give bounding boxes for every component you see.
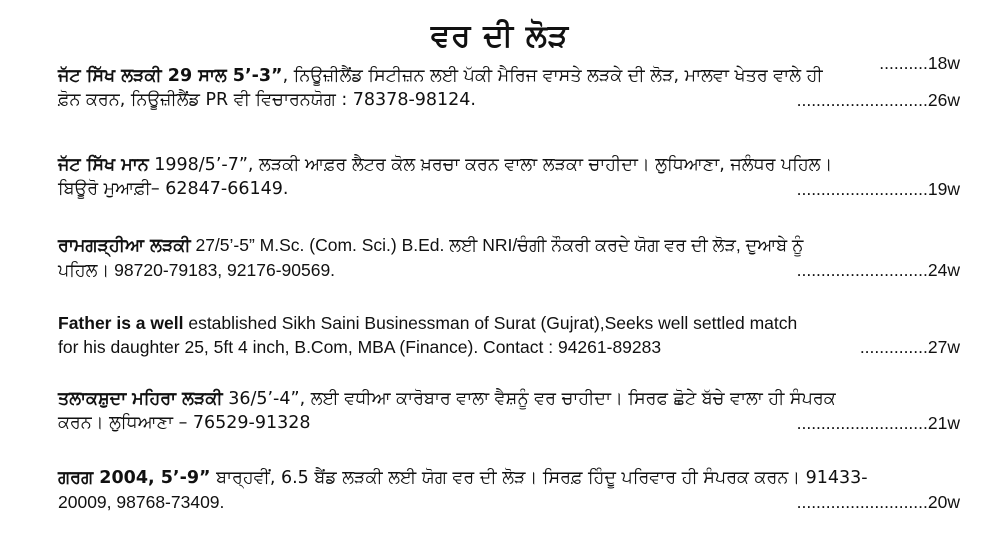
ad-code: ..............27w xyxy=(859,337,960,357)
ad-lead: ਜੱਟ ਸਿੱਖ ਲੜਕੀ 29 ਸਾਲ 5’-3” xyxy=(58,66,283,86)
ad-text: ਬਾਰ੍ਹਵੀਂ, 6.5 ਬੈਂਡ ਲੜਕੀ ਲਈ ਯੋਗ ਵਰ ਦੀ ਲੋੜ। ਸਿਰਫ਼ ਹਿੰਦੂ ਪਰਿਵਾਰ ਹੀ ਸੰਪਰਕ ਕਰਨ। 91433- xyxy=(210,468,868,488)
ad-line-2 xyxy=(58,88,960,112)
ad-line-1 xyxy=(58,466,960,490)
ad-code: ...........................19w xyxy=(796,179,960,199)
ad-line-2 xyxy=(58,411,960,435)
ad-lead: ਜੱਟ ਸਿੱਖ ਮਾਨ xyxy=(58,155,149,175)
ad-line-1 xyxy=(58,387,960,411)
ad-line-1 xyxy=(58,311,960,335)
page-title: ਵਰ ਦੀ ਲੋੜ xyxy=(430,18,570,54)
ad-line-1 xyxy=(58,53,960,88)
ad-text: 36/5’-4”, ਲਈ ਵਧੀਆ ਕਾਰੋਬਾਰ ਵਾਲਾ ਵੈਸ਼ਨੂੰ ਵਰ ਚਾਹੀਦਾ। ਸਿਰਫ ਛੋਟੇ ਬੱਚੇ ਵਾਲਾ ਹੀ ਸੰਪਰਕ xyxy=(222,389,836,409)
ad-code: ...........................20w xyxy=(796,492,960,512)
ad-text: ਪਹਿਲ। 98720-79183, 92176-90569. xyxy=(58,260,336,280)
ad-text: ਕਰਨ। ਲੁਧਿਆਣਾ – 76529-91328 xyxy=(58,413,311,433)
ad-line-1 xyxy=(58,233,960,258)
ad-code: ...........................24w xyxy=(796,260,960,280)
ad-text: established Sikh Saini Businessman of Surat (Gujrat),Seeks well settled match xyxy=(183,313,798,333)
ad-text: ਬਿਊਰੋ ਮੁਆਫ਼ੀ– 62847-66149. xyxy=(58,179,289,199)
classified-ad xyxy=(58,53,960,112)
classified-ad xyxy=(58,153,960,201)
ad-text: 27/5’-5” M.Sc. (Com. Sci.) B.Ed. ਲਈ NRI/ਚੰਗੀ ਨੌਕਰੀ ਕਰਦੇ ਯੋਗ ਵਰ ਦੀ ਲੋੜ, ਦੁਆਬੇ ਨੂੰ xyxy=(190,235,804,255)
ad-line-2 xyxy=(58,258,960,283)
ad-lead: ਗਰਗ 2004, 5’-9” xyxy=(58,468,211,488)
ad-lead: ਰਾਮਗੜ੍ਹੀਆ ਲੜਕੀ xyxy=(58,236,191,256)
ad-line-2 xyxy=(58,335,960,359)
ad-text: 20009, 98768-73409. xyxy=(58,492,225,512)
ad-code: ..........18w xyxy=(879,53,960,73)
ad-line-2 xyxy=(58,490,960,515)
classified-ad xyxy=(58,466,960,515)
ad-text: , ਨਿਊਜ਼ੀਲੈਂਡ ਸਿਟੀਜ਼ਨ ਲਈ ਪੱਕੀ ਮੈਰਿਜ ਵਾਸਤੇ ਲੜਕੇ ਦੀ ਲੋੜ, ਮਾਲਵਾ ਖੇਤਰ ਵਾਲੇ ਹੀ xyxy=(282,66,823,86)
ad-text: 1998/5’-7”, ਲੜਕੀ ਆਫ਼ਰ ਲੈਟਰ ਕੋਲ ਖ਼ਰਚਾ ਕਰਨ ਵਾਲਾ ਲੜਕਾ ਚਾਹੀਦਾ। ਲੁਧਿਆਣਾ, ਜਲੰਧਰ ਪਹਿਲ। xyxy=(148,155,833,175)
ad-lead: Father is a well xyxy=(58,313,184,333)
classified-ad xyxy=(58,387,960,435)
ad-code: ...........................26w xyxy=(796,90,960,110)
ad-lead: ਤਲਾਕਸ਼ੁਦਾ ਮਹਿਰਾ ਲੜਕੀ xyxy=(58,389,223,409)
ad-code: ...........................21w xyxy=(796,413,960,433)
ad-line-2 xyxy=(58,177,960,201)
ad-line-1 xyxy=(58,153,960,177)
ad-text: for his daughter 25, 5ft 4 inch, B.Com, MBA (Finance). Contact : 94261-89283 xyxy=(58,337,662,357)
classified-ad xyxy=(58,233,960,283)
ad-text: ਫ਼ੋਨ ਕਰਨ, ਨਿਊਜ਼ੀਲੈਂਡ PR ਵੀ ਵਿਚਾਰਨਯੋਗ : 78378-98124. xyxy=(58,90,476,110)
classified-ad xyxy=(58,311,960,359)
